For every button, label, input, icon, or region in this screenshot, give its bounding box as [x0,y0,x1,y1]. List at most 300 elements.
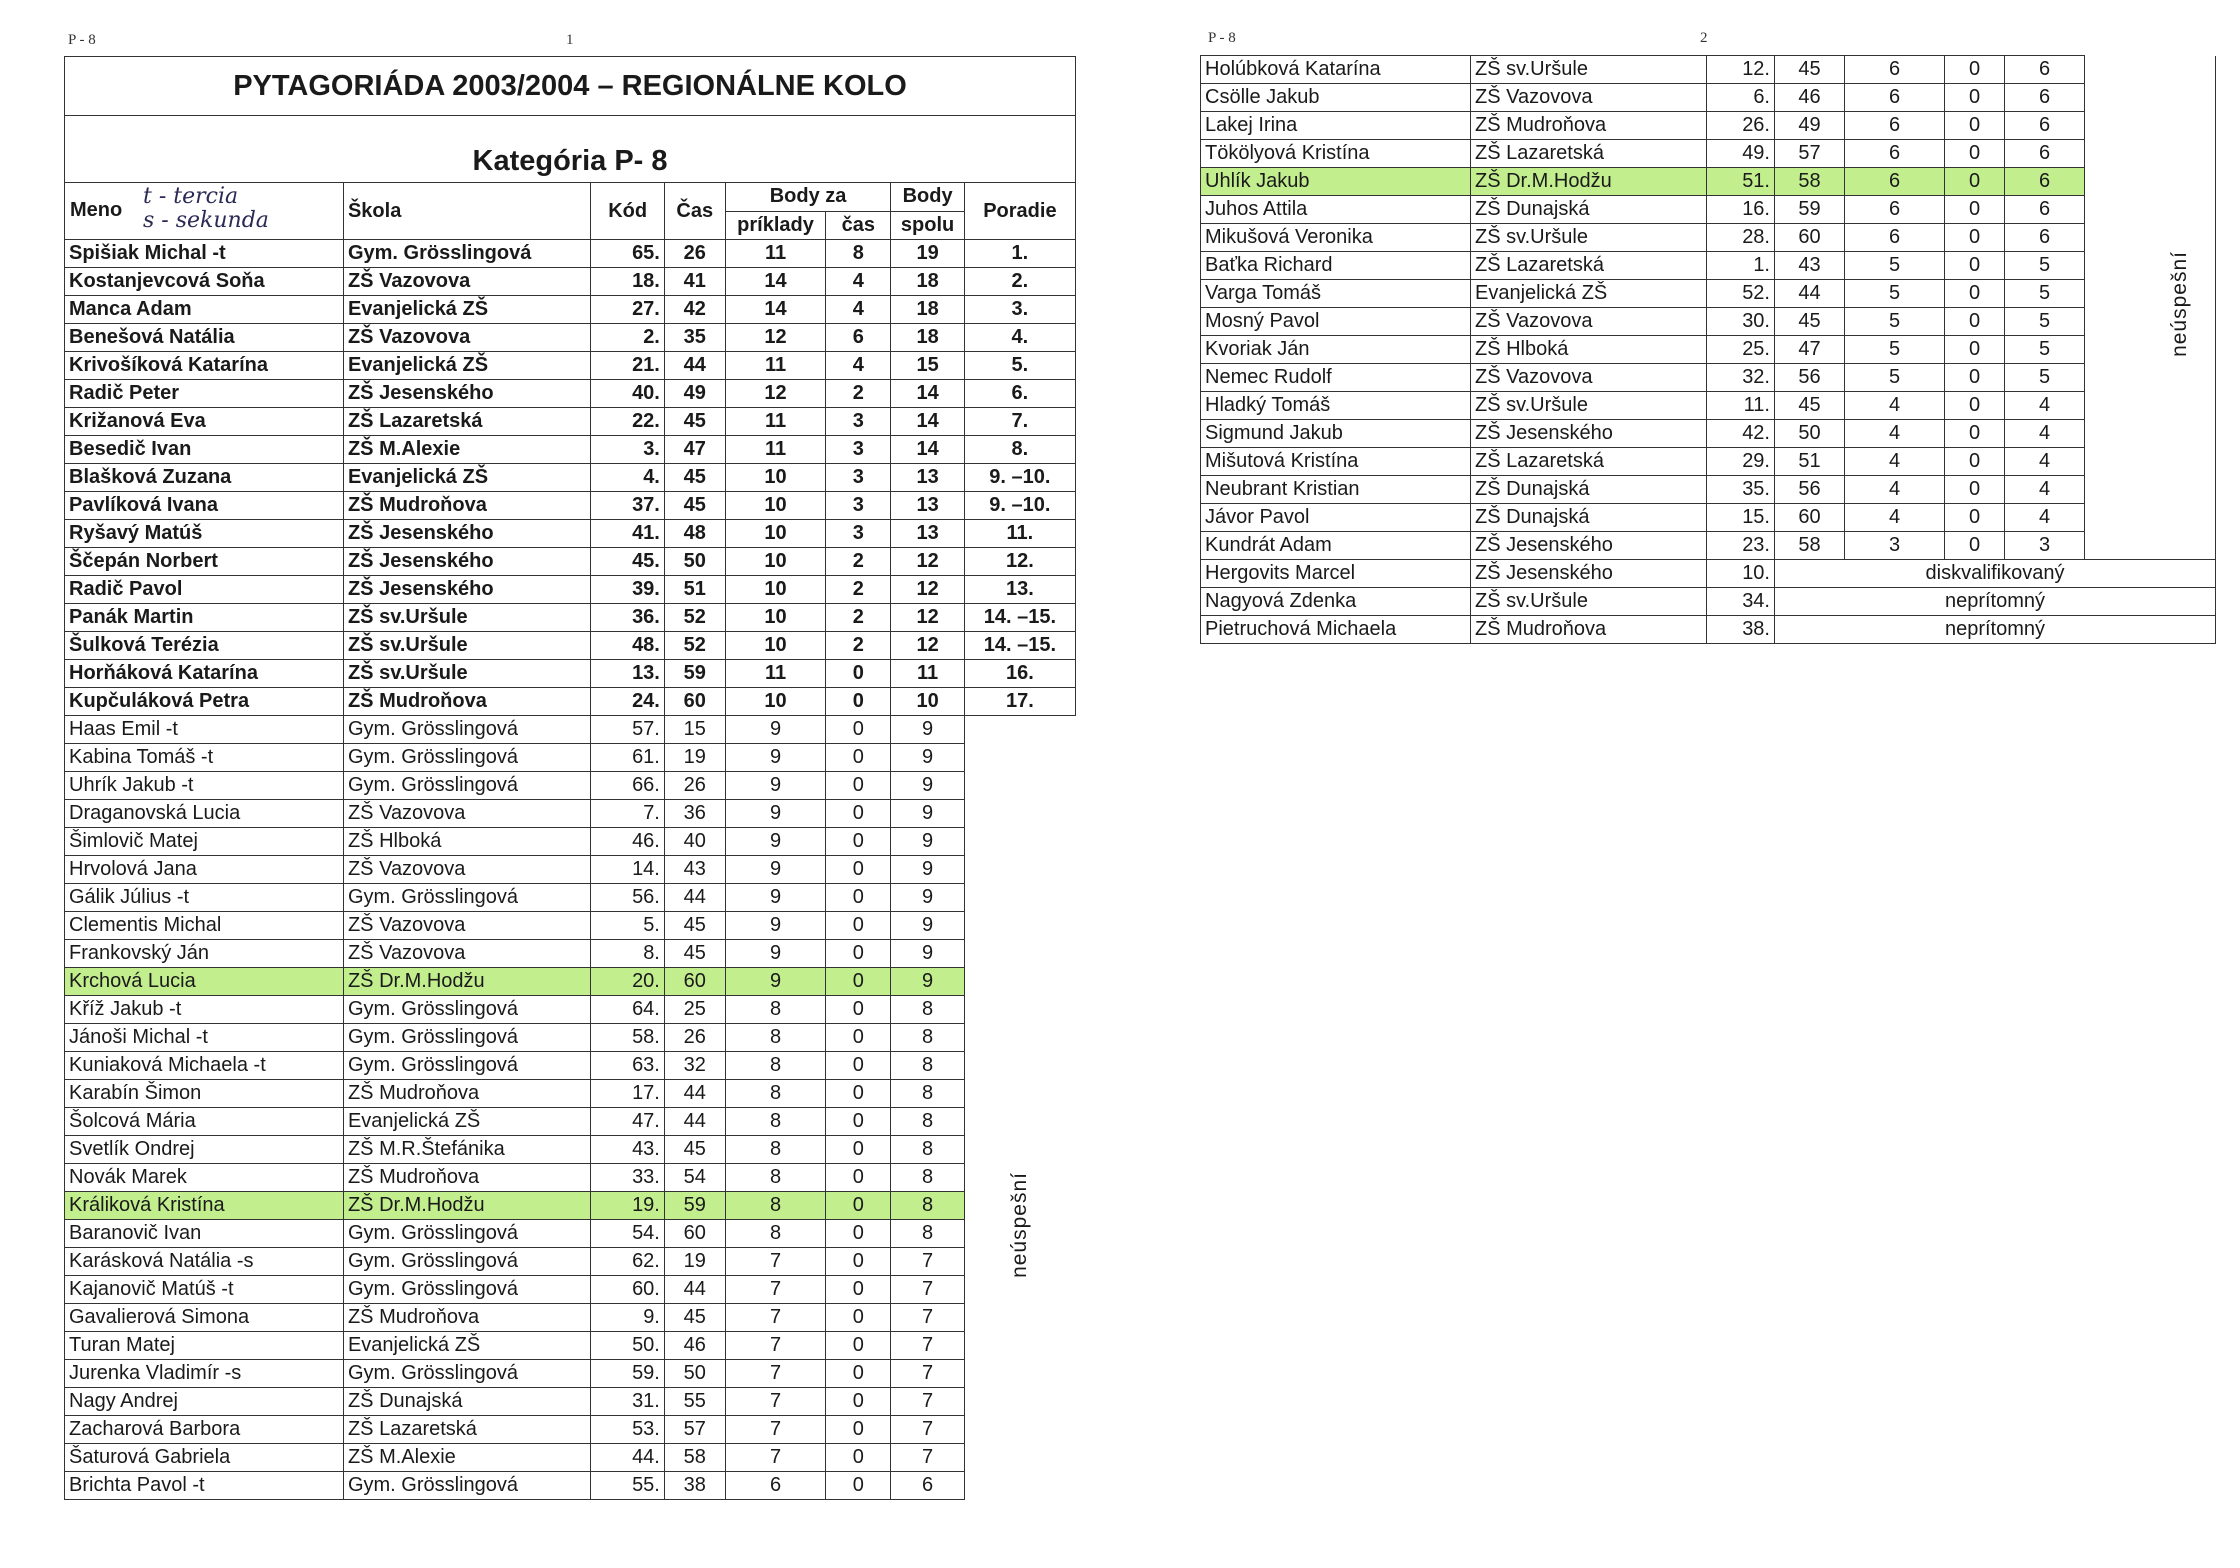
student-name: Kostanjevcová Soňa [65,268,344,296]
student-name: Uhlík Jakub [1201,168,1471,196]
school-name: ZŠ sv.Uršule [1471,392,1707,420]
time-value: 19 [664,744,725,772]
time-value: 45 [664,940,725,968]
student-name: Jávor Pavol [1201,504,1471,532]
school-name: ZŠ Hlboká [343,828,591,856]
table-row [65,1444,1076,1472]
points-total: 9 [891,800,964,828]
school-name: Gym. Grösslingová [343,716,591,744]
points-time: 0 [826,716,891,744]
time-value: 55 [664,1388,725,1416]
time-value: 45 [664,492,725,520]
points-time: 0 [1945,392,2005,420]
student-name: Kříž Jakub -t [65,996,344,1024]
points-problems: 10 [725,520,826,548]
time-value: 50 [664,548,725,576]
points-time: 2 [826,576,891,604]
student-name: Jurenka Vladimír -s [65,1360,344,1388]
table-row [65,940,1076,968]
points-problems: 7 [725,1360,826,1388]
points-time: 0 [1945,420,2005,448]
points-problems: 9 [725,744,826,772]
points-problems: 8 [725,1192,826,1220]
school-name: ZŠ Dr.M.Hodžu [343,1192,591,1220]
table-row [1201,168,2216,196]
table-row [65,1248,1076,1276]
school-name: ZŠ Dr.M.Hodžu [1471,168,1707,196]
table-row [65,632,1076,660]
points-problems: 6 [1845,224,1945,252]
time-value: 45 [1775,308,1845,336]
points-total: 14 [891,436,964,464]
school-name: ZŠ Vazovova [1471,84,1707,112]
table-row [65,408,1076,436]
points-time: 8 [826,240,891,268]
student-name: Clementis Michal [65,912,344,940]
points-time: 0 [826,1388,891,1416]
student-code: 11. [1707,392,1775,420]
points-total: 9 [891,828,964,856]
student-code: 16. [1707,196,1775,224]
student-name: Mišutová Kristína [1201,448,1471,476]
student-name: Neubrant Kristian [1201,476,1471,504]
time-value: 42 [664,296,725,324]
table-row [65,1304,1076,1332]
table-row [1201,252,2216,280]
student-name: Nagyová Zdenka [1201,588,1471,616]
school-name: ZŠ M.R.Štefánika [343,1136,591,1164]
points-total: 8 [891,1164,964,1192]
student-code: 41. [591,520,664,548]
time-value: 59 [664,660,725,688]
student-name: Benešová Natália [65,324,344,352]
points-problems: 4 [1845,392,1945,420]
points-total: 4 [2005,448,2085,476]
rank-value: 13. [964,576,1075,604]
points-total: 9 [891,744,964,772]
points-total: 13 [891,464,964,492]
student-code: 59. [591,1360,664,1388]
student-name: Nagy Andrej [65,1388,344,1416]
student-name: Jánoši Michal -t [65,1024,344,1052]
points-problems: 8 [725,1052,826,1080]
table-row [65,1416,1076,1444]
student-name: Karásková Natália -s [65,1248,344,1276]
points-time: 0 [1945,252,2005,280]
school-name: Gym. Grösslingová [343,1052,591,1080]
unsuccessful-label: neúspešní [1008,1171,1032,1278]
student-code: 53. [591,1416,664,1444]
page1-label: P - 8 [68,32,96,48]
points-time: 0 [1945,140,2005,168]
points-total: 12 [891,632,964,660]
points-problems: 6 [1845,112,1945,140]
time-value: 50 [664,1360,725,1388]
table-row [1201,448,2216,476]
rank-value: 4. [964,324,1075,352]
school-name: ZŠ Jesenského [343,520,591,548]
time-value: 45 [664,1136,725,1164]
school-name: Evanjelická ZŠ [343,1108,591,1136]
points-time: 0 [826,660,891,688]
rank-value: 2. [964,268,1075,296]
school-name: ZŠ Jesenského [1471,532,1707,560]
student-code: 58. [591,1024,664,1052]
school-name: ZŠ sv.Uršule [343,604,591,632]
table-row [1201,280,2216,308]
school-name: Evanjelická ZŠ [343,296,591,324]
student-code: 4. [591,464,664,492]
points-problems: 5 [1845,280,1945,308]
student-name: Križanová Eva [65,408,344,436]
student-code: 22. [591,408,664,436]
points-total: 5 [2005,252,2085,280]
student-name: Šolcová Mária [65,1108,344,1136]
time-value: 41 [664,268,725,296]
time-value: 52 [664,604,725,632]
time-value: 57 [664,1416,725,1444]
school-name: Gym. Grösslingová [343,772,591,800]
student-name: Krivošíková Katarína [65,352,344,380]
points-problems: 11 [725,240,826,268]
points-total: 6 [2005,168,2085,196]
points-total: 4 [2005,476,2085,504]
table-row [65,1360,1076,1388]
school-name: ZŠ Dr.M.Hodžu [343,968,591,996]
time-value: 60 [664,688,725,716]
points-total: 4 [2005,392,2085,420]
points-time: 0 [826,856,891,884]
rank-value: 17. [964,688,1075,716]
school-name: Gym. Grösslingová [343,996,591,1024]
student-code: 35. [1707,476,1775,504]
table-row [65,688,1076,716]
unsuccessful-group [2085,56,2216,560]
points-problems: 12 [725,380,826,408]
student-name: Ryšavý Matúš [65,520,344,548]
table-row [65,380,1076,408]
points-time: 0 [826,1024,891,1052]
student-name: Juhos Attila [1201,196,1471,224]
points-total: 14 [891,408,964,436]
points-time: 0 [1945,532,2005,560]
student-code: 45. [591,548,664,576]
student-code: 19. [591,1192,664,1220]
time-value: 45 [664,1304,725,1332]
points-total: 12 [891,604,964,632]
student-code: 47. [591,1108,664,1136]
school-name: Gym. Grösslingová [343,1220,591,1248]
rank-value: 5. [964,352,1075,380]
points-total: 13 [891,492,964,520]
points-total: 11 [891,660,964,688]
student-code: 33. [591,1164,664,1192]
student-name: Mikušová Veronika [1201,224,1471,252]
points-problems: 10 [725,492,826,520]
points-time: 0 [1945,196,2005,224]
student-code: 7. [591,800,664,828]
student-name: Kuniaková Michaela -t [65,1052,344,1080]
table-row [65,772,1076,800]
table-row [65,1192,1076,1220]
school-name: ZŠ sv.Uršule [343,660,591,688]
points-problems: 5 [1845,252,1945,280]
table-row [65,296,1076,324]
table-row [65,548,1076,576]
school-name: ZŠ Jesenského [1471,420,1707,448]
school-name: ZŠ Mudroňova [343,688,591,716]
points-time: 0 [1945,168,2005,196]
header-time-points: čas [826,211,891,240]
points-problems: 8 [725,1108,826,1136]
rank-value: 1. [964,240,1075,268]
time-value: 36 [664,800,725,828]
student-code: 51. [1707,168,1775,196]
points-time: 0 [1945,84,2005,112]
rank-value: 11. [964,520,1075,548]
table-row [65,324,1076,352]
points-problems: 7 [725,1444,826,1472]
rank-value: 9. –10. [964,464,1075,492]
school-name: ZŠ sv.Uršule [343,632,591,660]
table-row [1201,56,2216,84]
table-row [65,576,1076,604]
student-name: Mosný Pavol [1201,308,1471,336]
points-time: 0 [826,884,891,912]
points-time: 0 [826,1136,891,1164]
time-value: 44 [664,884,725,912]
points-total: 8 [891,1080,964,1108]
points-time: 0 [826,688,891,716]
time-value: 56 [1775,476,1845,504]
school-name: ZŠ Jesenského [1471,560,1707,588]
student-code: 48. [591,632,664,660]
table-row [1201,336,2216,364]
school-name: Gym. Grösslingová [343,1024,591,1052]
points-time: 0 [826,1220,891,1248]
points-problems: 9 [725,912,826,940]
document-title: PYTAGORIÁDA 2003/2004 – REGIONÁLNE KOLO [65,57,1076,116]
points-total: 7 [891,1444,964,1472]
points-time: 0 [826,1304,891,1332]
header-points: Body [891,183,964,212]
points-time: 0 [826,1248,891,1276]
rank-value: 8. [964,436,1075,464]
table-row [65,660,1076,688]
status-note: diskvalifikovaný [1775,560,2216,588]
points-problems: 14 [725,268,826,296]
table-row [65,1024,1076,1052]
points-total: 7 [891,1388,964,1416]
table-row [1201,308,2216,336]
student-code: 40. [591,380,664,408]
student-name: Pietruchová Michaela [1201,616,1471,644]
points-time: 4 [826,352,891,380]
points-total: 4 [2005,504,2085,532]
school-name: ZŠ Dunajská [1471,476,1707,504]
table-row [65,1164,1076,1192]
table-row [65,436,1076,464]
points-time: 0 [826,1080,891,1108]
student-code: 10. [1707,560,1775,588]
points-problems: 9 [725,716,826,744]
student-name: Kabina Tomáš -t [65,744,344,772]
header-rank: Poradie [964,183,1075,240]
points-total: 7 [891,1276,964,1304]
header-code: Kód [591,183,664,240]
school-name: Evanjelická ZŠ [1471,280,1707,308]
header-school: Škola [343,183,591,240]
student-name: Lakej Irina [1201,112,1471,140]
header-total: spolu [891,211,964,240]
table-row [1201,224,2216,252]
time-value: 49 [1775,112,1845,140]
table-row [65,1472,1076,1500]
table-row [65,716,1076,744]
school-name: ZŠ Lazaretská [1471,448,1707,476]
points-problems: 5 [1845,364,1945,392]
points-total: 12 [891,548,964,576]
table-row-special [1201,588,2216,616]
points-total: 7 [891,1360,964,1388]
points-time: 0 [1945,280,2005,308]
points-time: 3 [826,408,891,436]
points-total: 13 [891,520,964,548]
points-problems: 9 [725,828,826,856]
student-code: 57. [591,716,664,744]
table-row [65,996,1076,1024]
points-time: 0 [826,1360,891,1388]
student-name: Turan Matej [65,1332,344,1360]
status-note: neprítomný [1775,588,2216,616]
points-time: 0 [1945,504,2005,532]
student-name: Haas Emil -t [65,716,344,744]
school-name: ZŠ Dunajská [343,1388,591,1416]
time-value: 26 [664,1024,725,1052]
time-value: 59 [1775,196,1845,224]
student-name: Králiková Kristína [65,1192,344,1220]
student-name: Uhrík Jakub -t [65,772,344,800]
points-problems: 6 [725,1472,826,1500]
student-code: 44. [591,1444,664,1472]
points-total: 14 [891,380,964,408]
school-name: ZŠ Jesenského [343,380,591,408]
points-time: 0 [1945,476,2005,504]
school-name: ZŠ Jesenského [343,576,591,604]
school-name: Gym. Grösslingová [343,1472,591,1500]
school-name: ZŠ sv.Uršule [1471,224,1707,252]
student-code: 46. [591,828,664,856]
student-name: Kundrát Adam [1201,532,1471,560]
points-problems: 9 [725,800,826,828]
points-problems: 5 [1845,308,1945,336]
student-code: 62. [591,1248,664,1276]
student-name: Zacharová Barbora [65,1416,344,1444]
school-name: ZŠ Mudroňova [343,1304,591,1332]
student-code: 61. [591,744,664,772]
points-total: 8 [891,1192,964,1220]
student-name: Sigmund Jakub [1201,420,1471,448]
school-name: ZŠ sv.Uršule [1471,56,1707,84]
points-time: 0 [826,800,891,828]
time-value: 45 [664,464,725,492]
points-total: 15 [891,352,964,380]
student-name: Radič Pavol [65,576,344,604]
points-total: 18 [891,324,964,352]
points-time: 0 [1945,308,2005,336]
header-time: Čas [664,183,725,240]
time-value: 32 [664,1052,725,1080]
table-row [1201,196,2216,224]
student-code: 3. [591,436,664,464]
points-time: 0 [826,828,891,856]
points-total: 6 [2005,112,2085,140]
table-row [65,268,1076,296]
student-code: 30. [1707,308,1775,336]
points-total: 8 [891,1136,964,1164]
school-name: Gym. Grösslingová [343,1276,591,1304]
school-name: ZŠ Hlboká [1471,336,1707,364]
rank-value: 14. –15. [964,632,1075,660]
student-code: 26. [1707,112,1775,140]
points-total: 9 [891,884,964,912]
school-name: Gym. Grösslingová [343,884,591,912]
student-code: 37. [591,492,664,520]
page1-number: 1 [566,32,574,48]
student-name: Svetlík Ondrej [65,1136,344,1164]
points-time: 0 [1945,336,2005,364]
student-code: 9. [591,1304,664,1332]
student-name: Besedič Ivan [65,436,344,464]
points-problems: 8 [725,1136,826,1164]
points-problems: 11 [725,436,826,464]
school-name: ZŠ Vazovova [1471,364,1707,392]
school-name: ZŠ Lazaretská [343,408,591,436]
school-name: ZŠ Mudroňova [343,1164,591,1192]
points-total: 5 [2005,336,2085,364]
points-problems: 6 [1845,140,1945,168]
points-problems: 11 [725,352,826,380]
points-problems: 9 [725,772,826,800]
table-row [65,1388,1076,1416]
points-problems: 8 [725,1080,826,1108]
points-problems: 4 [1845,504,1945,532]
points-time: 0 [826,744,891,772]
points-total: 9 [891,912,964,940]
points-total: 3 [2005,532,2085,560]
points-total: 19 [891,240,964,268]
points-time: 0 [826,912,891,940]
points-time: 0 [1945,364,2005,392]
points-total: 6 [2005,224,2085,252]
student-code: 24. [591,688,664,716]
status-note: neprítomný [1775,616,2216,644]
rank-value: 3. [964,296,1075,324]
student-name: Kvoriak Ján [1201,336,1471,364]
points-time: 0 [826,1192,891,1220]
points-problems: 4 [1845,448,1945,476]
school-name: ZŠ Vazovova [343,800,591,828]
rank-value: 16. [964,660,1075,688]
student-name: Novák Marek [65,1164,344,1192]
table-row [65,968,1076,996]
student-code: 18. [591,268,664,296]
points-problems: 3 [1845,532,1945,560]
student-code: 13. [591,660,664,688]
school-name: ZŠ Lazaretská [1471,252,1707,280]
time-value: 56 [1775,364,1845,392]
points-problems: 6 [1845,168,1945,196]
